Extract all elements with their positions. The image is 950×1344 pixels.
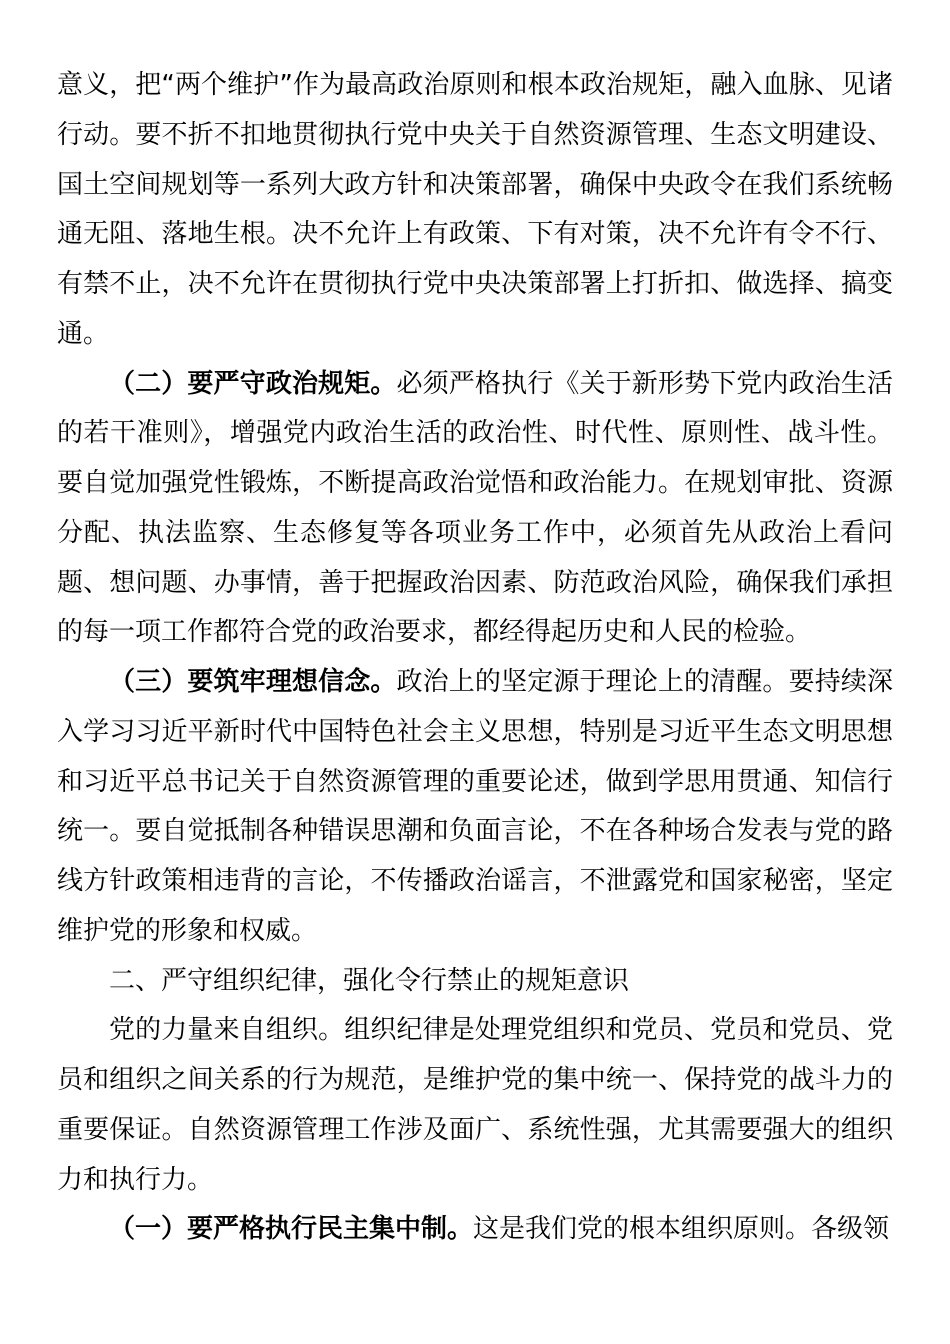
document-body bbox=[57, 61, 893, 1255]
heading-run: （三）要筑牢理想信念。 bbox=[109, 667, 397, 697]
text-run: 这是我们党的根本组织原则。各级领 bbox=[473, 1214, 890, 1245]
heading-run: （二）要严守政治规矩。 bbox=[109, 368, 397, 399]
text-run: 意义，把“两个维护”作为最高政治原则和根本政治规矩，融入血脉、见诸行动。要不折不扣地贯彻执行党中央关于自然资源管理、生态文明建设、国土空间规划等一系列大政方针和决策部署，确保中央政令在我们系统畅通无阻、落地生根。决不允许上有政策、下有对策，决不允许有令不行、有禁不止，决不允许在贯彻执行党中央决策部署上打折扣、做选择、搞变通。 bbox=[57, 70, 893, 349]
text-run: 必须严格执行《关于新形势下党内政治生活的若干准则》，增强党内政治生活的政治性、时代性、原则性、战斗性。要自觉加强党性锻炼，不断提高政治觉悟和政治能力。在规划审批、资源分配、执法监察、生态修复等各项业务工作中，必须首先从政治上看问题、想问题、办事情，善于把握政治因素、防范政治风险，确保我们承担的每一项工作都符合党的政治要求，都经得起历史和人民的检验。 bbox=[57, 368, 893, 648]
paragraph bbox=[57, 360, 893, 659]
text-run: 政治上的坚定源于理论上的清醒。要持续深入学习习近平新时代中国特色社会主义思想，特别是习近平生态文明思想和习近平总书记关于自然资源管理的重要论述，做到学思用贯通、知信行统一。要自觉抵制各种错误思潮和负面言论，不在各种场合发表与党的路线方针政策相违背的言论，不传播政治谣言，不泄露党和国家秘密，坚定维护党的形象和权威。 bbox=[57, 667, 893, 946]
paragraph bbox=[57, 1006, 893, 1205]
paragraph bbox=[57, 1205, 893, 1255]
text-run: 党的力量来自组织。组织纪律是处理党组织和党员、党员和党员、党员和组织之间关系的行为规范，是维护党的集中统一、保持党的战斗力的重要保证。自然资源管理工作涉及面广、系统性强，尤其需要强大的组织力和执行力。 bbox=[57, 1015, 893, 1195]
paragraph bbox=[57, 658, 893, 957]
paragraph bbox=[57, 957, 893, 1007]
heading-run: （一）要严格执行民主集中制。 bbox=[109, 1214, 474, 1245]
paragraph bbox=[57, 61, 893, 360]
text-run: 二、严守组织纪律，强化令行禁止的规矩意识 bbox=[109, 965, 630, 996]
